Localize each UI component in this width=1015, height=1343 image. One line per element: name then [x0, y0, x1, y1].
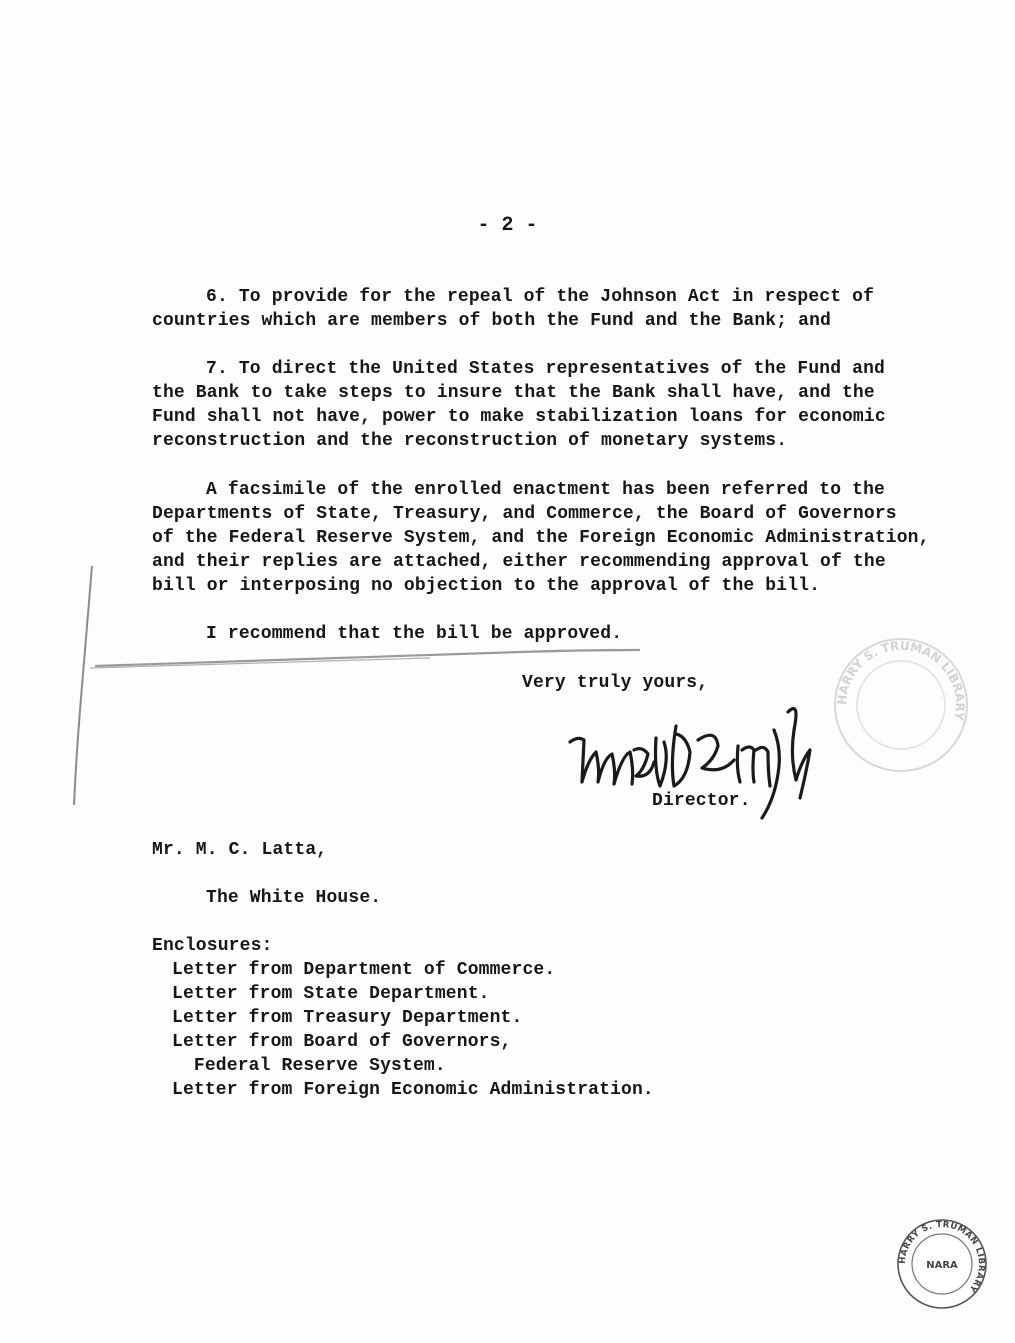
facsimile-line-1: A facsimile of the enrolled enactment has been referred to the [206, 480, 886, 500]
seal-ring-text: HARRY S. TRUMAN LIBRARY [897, 1219, 987, 1294]
item-7-line-4: reconstruction and the reconstruction of monetary systems. [152, 431, 788, 451]
item-7-line-2: the Bank to take steps to insure that the Bank shall have, and the [152, 383, 875, 403]
faint-library-stamp [826, 630, 976, 780]
item-6-line-1: 6. To provide for the repeal of the Johnson Act in respect of [206, 287, 875, 307]
enclosure-item: Letter from State Department. [172, 984, 490, 1004]
seal-center-text: NARA [926, 1260, 958, 1271]
facsimile-line-5: bill or interposing no objection to the approval of the bill. [152, 576, 821, 596]
addressee-name: Mr. M. C. Latta, [152, 840, 328, 860]
enclosures-heading: Enclosures: [152, 936, 273, 956]
enclosure-item: Federal Reserve System. [172, 1056, 446, 1076]
closing: Very truly yours, [522, 673, 709, 693]
item-7-line-3: Fund shall not have, power to make stabilization loans for economic [152, 407, 886, 427]
facsimile-line-2: Departments of State, Treasury, and Commerce, the Board of Governors [152, 504, 897, 524]
recommendation: I recommend that the bill be approved. [206, 624, 623, 644]
page-number: - 2 - [477, 214, 538, 237]
enclosure-item: Letter from Treasury Department. [172, 1008, 523, 1028]
enclosure-item: Letter from Department of Commerce. [172, 960, 556, 980]
faint-stamp-text: HARRY S. TRUMAN LIBRARY [834, 638, 968, 722]
enclosure-item: Letter from Foreign Economic Administration. [172, 1080, 654, 1100]
item-7-line-1: 7. To direct the United States representatives of the Fund and [206, 359, 886, 379]
item-6-line-2: countries which are members of both the Fund and the Bank; and [152, 311, 832, 331]
facsimile-line-3: of the Federal Reserve System, and the Foreign Economic Administration, [152, 528, 930, 548]
facsimile-line-4: and their replies are attached, either recommending approval of the [152, 552, 886, 572]
signer-title: Director. [652, 791, 751, 811]
enclosure-item: Letter from Board of Governors, [172, 1032, 512, 1052]
addressee-location: The White House. [206, 888, 382, 908]
truman-library-seal [894, 1216, 990, 1312]
svg-text:HARRY S. TRUMAN LIBRARY [835, 639, 967, 722]
